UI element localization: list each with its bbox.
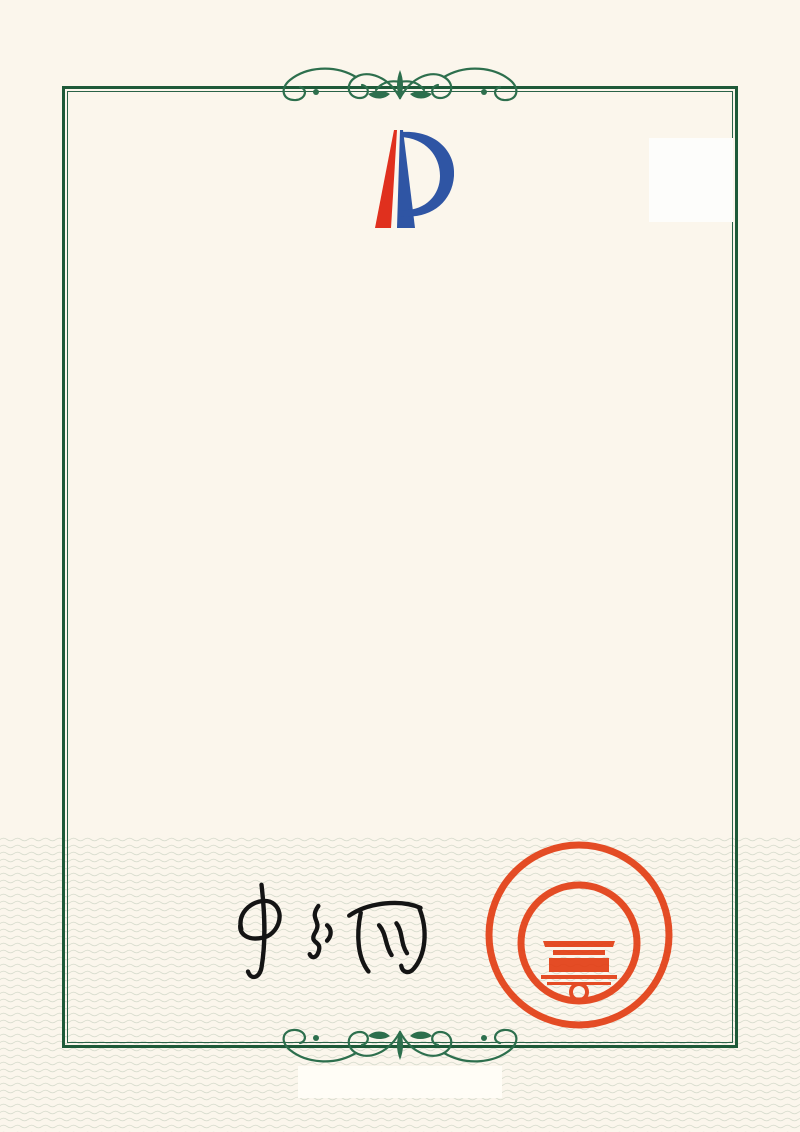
qr-code <box>649 138 733 222</box>
cnipa-logo <box>334 124 470 236</box>
barcode <box>110 845 322 865</box>
continuation-note <box>298 1066 502 1098</box>
national-emblem <box>521 885 637 1001</box>
top-border-ornament <box>272 58 528 108</box>
commissioner-signature <box>222 878 434 986</box>
official-seal <box>479 835 679 1035</box>
